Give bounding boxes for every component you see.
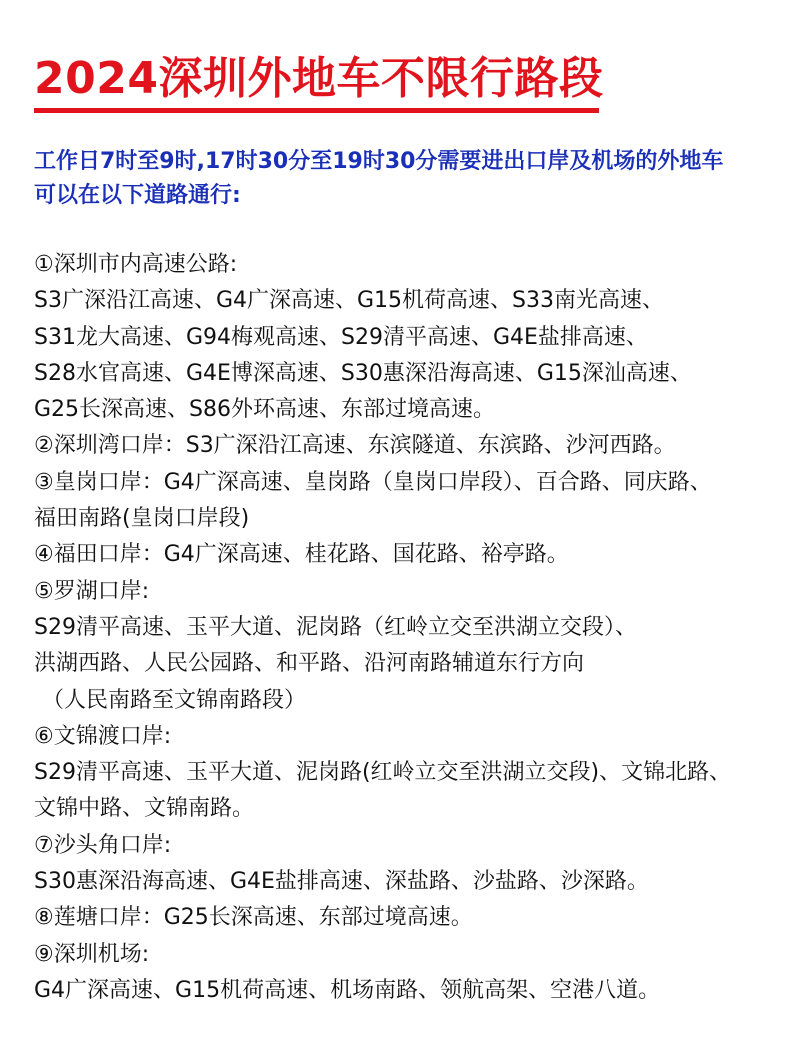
section-heading-luohu-port: ⑤罗湖口岸:: [34, 578, 150, 604]
section-shenzhen-bay-port: ②深圳湾口岸：S3广深沿江高速、东滨隧道、东滨路、沙河西路。: [34, 433, 676, 459]
intro-line: 可以在以下道路通行:: [34, 183, 241, 208]
section-heading-city-highways: ①深圳市内高速公路:: [34, 252, 238, 277]
list-item: G25长深高速、S86外环高速、东部过境高速。: [34, 397, 496, 423]
section-heading-shenzhen-airport: ⑨深圳机场:: [34, 941, 150, 967]
list-item: S29清平高速、玉平大道、泥岗路(红岭立交至洪湖立交段)、文锦北路、: [34, 760, 732, 786]
list-item: S28水官高速、G4E博深高速、S30惠深沿海高速、G15深汕高速、: [34, 360, 692, 386]
list-item: S3广深沿江高速、G4广深高速、G15机荷高速、S33南光高速、: [34, 288, 665, 314]
list-item: 文锦中路、文锦南路。: [34, 796, 255, 822]
list-item: S29清平高速、玉平大道、泥岗路（红岭立交至洪湖立交段）、: [34, 614, 637, 640]
intro-line: 工作日7时至9时,17时30分至19时30分需要进出口岸及机场的外地车: [34, 149, 724, 174]
section-heading-shatoujiao-port: ⑦沙头角口岸:: [34, 832, 172, 858]
section-huanggang-port: ③皇岗口岸：G4广深高速、皇岗路（皇岗口岸段）、百合路、同庆路、: [34, 469, 712, 495]
section-futian-port: ④福田口岸：G4广深高速、桂花路、国花路、裕亭路。: [34, 542, 569, 568]
list-item: G4广深高速、G15机荷高速、机场南路、领航高架、空港八道。: [34, 977, 661, 1003]
list-item: S30惠深沿海高速、G4E盐排高速、深盐路、沙盐路、沙深路。: [34, 869, 649, 895]
title-underline: [34, 108, 599, 113]
section-liantang-port: ⑧莲塘口岸：G25长深高速、东部过境高速。: [34, 905, 473, 931]
list-item: 洪湖西路、人民公园路、和平路、沿河南路辅道东行方向: [34, 651, 585, 677]
list-item: S31龙大高速、G94梅观高速、S29清平高速、G4E盐排高速、: [34, 324, 648, 350]
list-item: 福田南路(皇岗口岸段): [34, 506, 250, 532]
road-list: [34, 247, 768, 1009]
section-heading-wenjindu-port: ⑥文锦渡口岸:: [34, 723, 172, 749]
list-item: （人民南路至文锦南路段）: [42, 687, 307, 713]
intro-paragraph: [34, 145, 768, 213]
page-title: 2024深圳外地车不限行路段: [34, 53, 604, 104]
